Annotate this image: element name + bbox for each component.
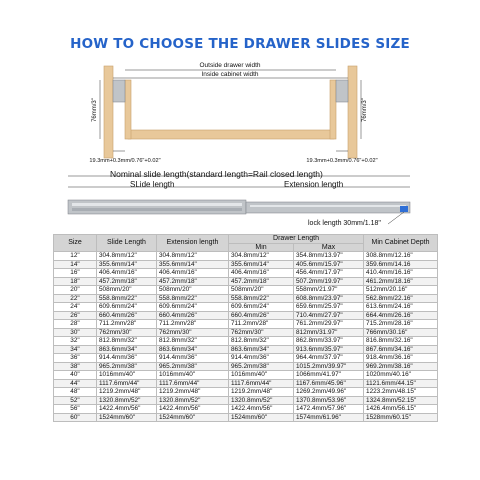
table-row: [54, 260, 438, 269]
cell-max: 1269.2mm/49.96": [294, 388, 364, 397]
cell-ext: 355.6mm/14": [157, 260, 229, 269]
cell-depth: 410.4mm/16.16": [364, 269, 438, 278]
cell-size: 48": [54, 388, 97, 397]
cell-max: 354.8mm/13.97": [294, 252, 364, 261]
cell-min: 1219.2mm/48": [229, 388, 294, 397]
cabinet-diagram: [0, 56, 480, 168]
cell-depth: 766mm/30.16": [364, 328, 438, 337]
cell-max: 1167.6mm/45.96": [294, 379, 364, 388]
cell-size: 16": [54, 269, 97, 278]
header-extension-length: Extension length: [157, 235, 229, 252]
cell-size: 22": [54, 294, 97, 303]
cell-ext: 558.8mm/22": [157, 294, 229, 303]
cell-ext: 1219.2mm/48": [157, 388, 229, 397]
right-cabinet-wall: [348, 66, 357, 158]
cell-max: 761.2mm/29.97": [294, 320, 364, 329]
cell-slide: 762mm/30": [97, 328, 157, 337]
cell-size: 18": [54, 277, 97, 286]
cell-ext: 457.2mm/18": [157, 277, 229, 286]
cell-depth: 969.2mm/38.16": [364, 362, 438, 371]
cell-slide: 660.4mm/26": [97, 311, 157, 320]
cell-slide: 508mm/20": [97, 286, 157, 295]
cell-max: 1370.8mm/53.96": [294, 396, 364, 405]
cell-slide: 304.8mm/12": [97, 252, 157, 261]
cell-ext: 1524mm/60": [157, 413, 229, 422]
cell-max: 964.4mm/37.97": [294, 354, 364, 363]
cell-ext: 914.4mm/36": [157, 354, 229, 363]
lock-length-label: lock length 30mm/1.18": [308, 220, 381, 227]
table-row: [54, 337, 438, 346]
cell-ext: 660.4mm/26": [157, 311, 229, 320]
right-slide: [336, 80, 348, 102]
cell-depth: 512mm/20.16": [364, 286, 438, 295]
table-row: [54, 252, 438, 261]
cell-max: 608.8mm/23.97": [294, 294, 364, 303]
cell-depth: 1121.6mm/44.15": [364, 379, 438, 388]
cell-size: 26": [54, 311, 97, 320]
cell-min: 1117.6mm/44": [229, 379, 294, 388]
cell-max: 558mm/21.97": [294, 286, 364, 295]
cell-size: 56": [54, 405, 97, 414]
cell-depth: 562.8mm/22.16": [364, 294, 438, 303]
cell-slide: 1320.8mm/52": [97, 396, 157, 405]
cell-ext: 965.2mm/38": [157, 362, 229, 371]
cell-ext: 1016mm/40": [157, 371, 229, 380]
cell-depth: 918.4mm/36.16": [364, 354, 438, 363]
cell-size: 12": [54, 252, 97, 261]
table-row: [54, 311, 438, 320]
cell-ext: 762mm/30": [157, 328, 229, 337]
cell-depth: 359.6mm/14.16: [364, 260, 438, 269]
cell-size: 14": [54, 260, 97, 269]
table-row: [54, 345, 438, 354]
cell-ext: 304.8mm/12": [157, 252, 229, 261]
cell-ext: 1320.8mm/52": [157, 396, 229, 405]
size-table: [53, 234, 438, 422]
cell-max: 507.2mm/19.97": [294, 277, 364, 286]
cell-slide: 558.8mm/22": [97, 294, 157, 303]
cell-slide: 406.4mm/16": [97, 269, 157, 278]
drawer-bottom: [128, 130, 334, 139]
table-row: [54, 303, 438, 312]
cell-max: 1472.4mm/57.96": [294, 405, 364, 414]
table-row: [54, 362, 438, 371]
nominal-length-label: Nominal slide length(standard length=Rail closed length): [110, 169, 323, 179]
cell-depth: 1324.8mm/52.15": [364, 396, 438, 405]
cell-slide: 1117.6mm/44": [97, 379, 157, 388]
cell-ext: 609.6mm/24": [157, 303, 229, 312]
header-size: Size: [54, 235, 97, 252]
inside-width-label: Inside cabinet width: [201, 71, 259, 78]
cell-depth: 461.2mm/18.16": [364, 277, 438, 286]
cell-slide: 457.2mm/18": [97, 277, 157, 286]
cell-min: 1320.8mm/52": [229, 396, 294, 405]
cell-size: 36": [54, 354, 97, 363]
gap-label-right: 19.3mm+0.3mm/0.76"+0.02": [306, 158, 378, 164]
cell-slide: 914.4mm/36": [97, 354, 157, 363]
cell-depth: 1426.4mm/56.15": [364, 405, 438, 414]
slide-rail-closed: [68, 200, 246, 214]
cell-max: 405.6mm/15.97": [294, 260, 364, 269]
cell-min: 1016mm/40": [229, 371, 294, 380]
cell-ext: 711.2mm/28": [157, 320, 229, 329]
cell-min: 812.8mm/32": [229, 337, 294, 346]
gap-label-left: 19.3mm+0.3mm/0.76"+0.02": [89, 158, 161, 164]
cell-depth: 664.4mm/26.16": [364, 311, 438, 320]
header-max: Max: [294, 243, 364, 252]
slide-length-label: SLide length: [130, 180, 175, 189]
table-row: [54, 405, 438, 414]
cell-slide: 1422.4mm/56": [97, 405, 157, 414]
cell-size: 24": [54, 303, 97, 312]
cell-slide: 711.2mm/28": [97, 320, 157, 329]
cell-max: 659.6mm/25.97": [294, 303, 364, 312]
cell-min: 1524mm/60": [229, 413, 294, 422]
extension-length-label: Extension length: [284, 180, 344, 189]
cell-ext: 1422.4mm/56": [157, 405, 229, 414]
height-label-right: 76mm/3": [362, 98, 368, 122]
cell-ext: 406.4mm/16": [157, 269, 229, 278]
cell-depth: 613.6mm/24.16": [364, 303, 438, 312]
cell-size: 34": [54, 345, 97, 354]
height-label-left: 76mm/3": [92, 98, 98, 122]
cell-depth: 816.8mm/32.16": [364, 337, 438, 346]
cell-depth: 867.6mm/34.16": [364, 345, 438, 354]
page-title: HOW TO CHOOSE THE DRAWER SLIDES SIZE: [70, 36, 410, 52]
cell-size: 28": [54, 320, 97, 329]
drawer-left-side: [125, 80, 131, 139]
cell-ext: 1117.6mm/44": [157, 379, 229, 388]
table-row: [54, 269, 438, 278]
header-drawer-length: Drawer Length: [229, 235, 364, 244]
table-row: [54, 396, 438, 405]
cell-min: 609.6mm/24": [229, 303, 294, 312]
cell-max: 913.6mm/35.97": [294, 345, 364, 354]
cell-size: 44": [54, 379, 97, 388]
cell-min: 304.8mm/12": [229, 252, 294, 261]
cell-min: 1422.4mm/56": [229, 405, 294, 414]
table-row: [54, 320, 438, 329]
cell-slide: 965.2mm/38": [97, 362, 157, 371]
cell-depth: 1528mm/60.15": [364, 413, 438, 422]
table-row: [54, 379, 438, 388]
cell-min: 355.6mm/14": [229, 260, 294, 269]
header-min: Min: [229, 243, 294, 252]
cell-min: 457.2mm/18": [229, 277, 294, 286]
cell-depth: 1223.2mm/48.15": [364, 388, 438, 397]
cell-min: 762mm/30": [229, 328, 294, 337]
left-slide: [113, 80, 125, 102]
cell-depth: 308.8mm/12.16": [364, 252, 438, 261]
lock-tab: [400, 206, 408, 212]
cell-max: 710.4mm/27.97": [294, 311, 364, 320]
table-row: [54, 294, 438, 303]
table-row: [54, 388, 438, 397]
cell-size: 52": [54, 396, 97, 405]
cell-slide: 1524mm/60": [97, 413, 157, 422]
cell-min: 558.8mm/22": [229, 294, 294, 303]
cell-slide: 1219.2mm/48": [97, 388, 157, 397]
left-cabinet-wall: [104, 66, 113, 158]
cell-min: 863.6mm/34": [229, 345, 294, 354]
cell-max: 862.8mm/33.97": [294, 337, 364, 346]
cell-slide: 863.6mm/34": [97, 345, 157, 354]
table-row: [54, 413, 438, 422]
cell-ext: 863.6mm/34": [157, 345, 229, 354]
cell-slide: 609.6mm/24": [97, 303, 157, 312]
cell-size: 32": [54, 337, 97, 346]
table-row: [54, 354, 438, 363]
cell-slide: 812.8mm/32": [97, 337, 157, 346]
slide-rail-extended: [246, 202, 410, 213]
cell-slide: 1016mm/40": [97, 371, 157, 380]
cell-max: 812mm/31.97": [294, 328, 364, 337]
table-row: [54, 328, 438, 337]
cell-max: 1066mm/41.97": [294, 371, 364, 380]
cell-depth: 1020mm/40.16": [364, 371, 438, 380]
cell-size: 38": [54, 362, 97, 371]
table-row: [54, 371, 438, 380]
cell-min: 965.2mm/38": [229, 362, 294, 371]
cell-max: 456.4mm/17.97": [294, 269, 364, 278]
table-row: [54, 286, 438, 295]
cell-min: 711.2mm/28": [229, 320, 294, 329]
outside-width-label: Outside drawer width: [199, 62, 261, 69]
cell-max: 1015.2mm/39.97": [294, 362, 364, 371]
cell-size: 20": [54, 286, 97, 295]
table-row: [54, 277, 438, 286]
header-min-cabinet-depth: Min Cabinet Depth: [364, 235, 438, 252]
cell-depth: 715.2mm/28.16": [364, 320, 438, 329]
cell-ext: 812.8mm/32": [157, 337, 229, 346]
cell-size: 30": [54, 328, 97, 337]
cell-min: 508mm/20": [229, 286, 294, 295]
cell-ext: 508mm/20": [157, 286, 229, 295]
cell-slide: 355.6mm/14": [97, 260, 157, 269]
cell-min: 406.4mm/16": [229, 269, 294, 278]
drawer-right-side: [330, 80, 336, 139]
cell-size: 60": [54, 413, 97, 422]
cell-min: 914.4mm/36": [229, 354, 294, 363]
cell-max: 1574mm/61.96": [294, 413, 364, 422]
cell-min: 660.4mm/26": [229, 311, 294, 320]
cell-size: 40": [54, 371, 97, 380]
header-slide-length: Slide Length: [97, 235, 157, 252]
